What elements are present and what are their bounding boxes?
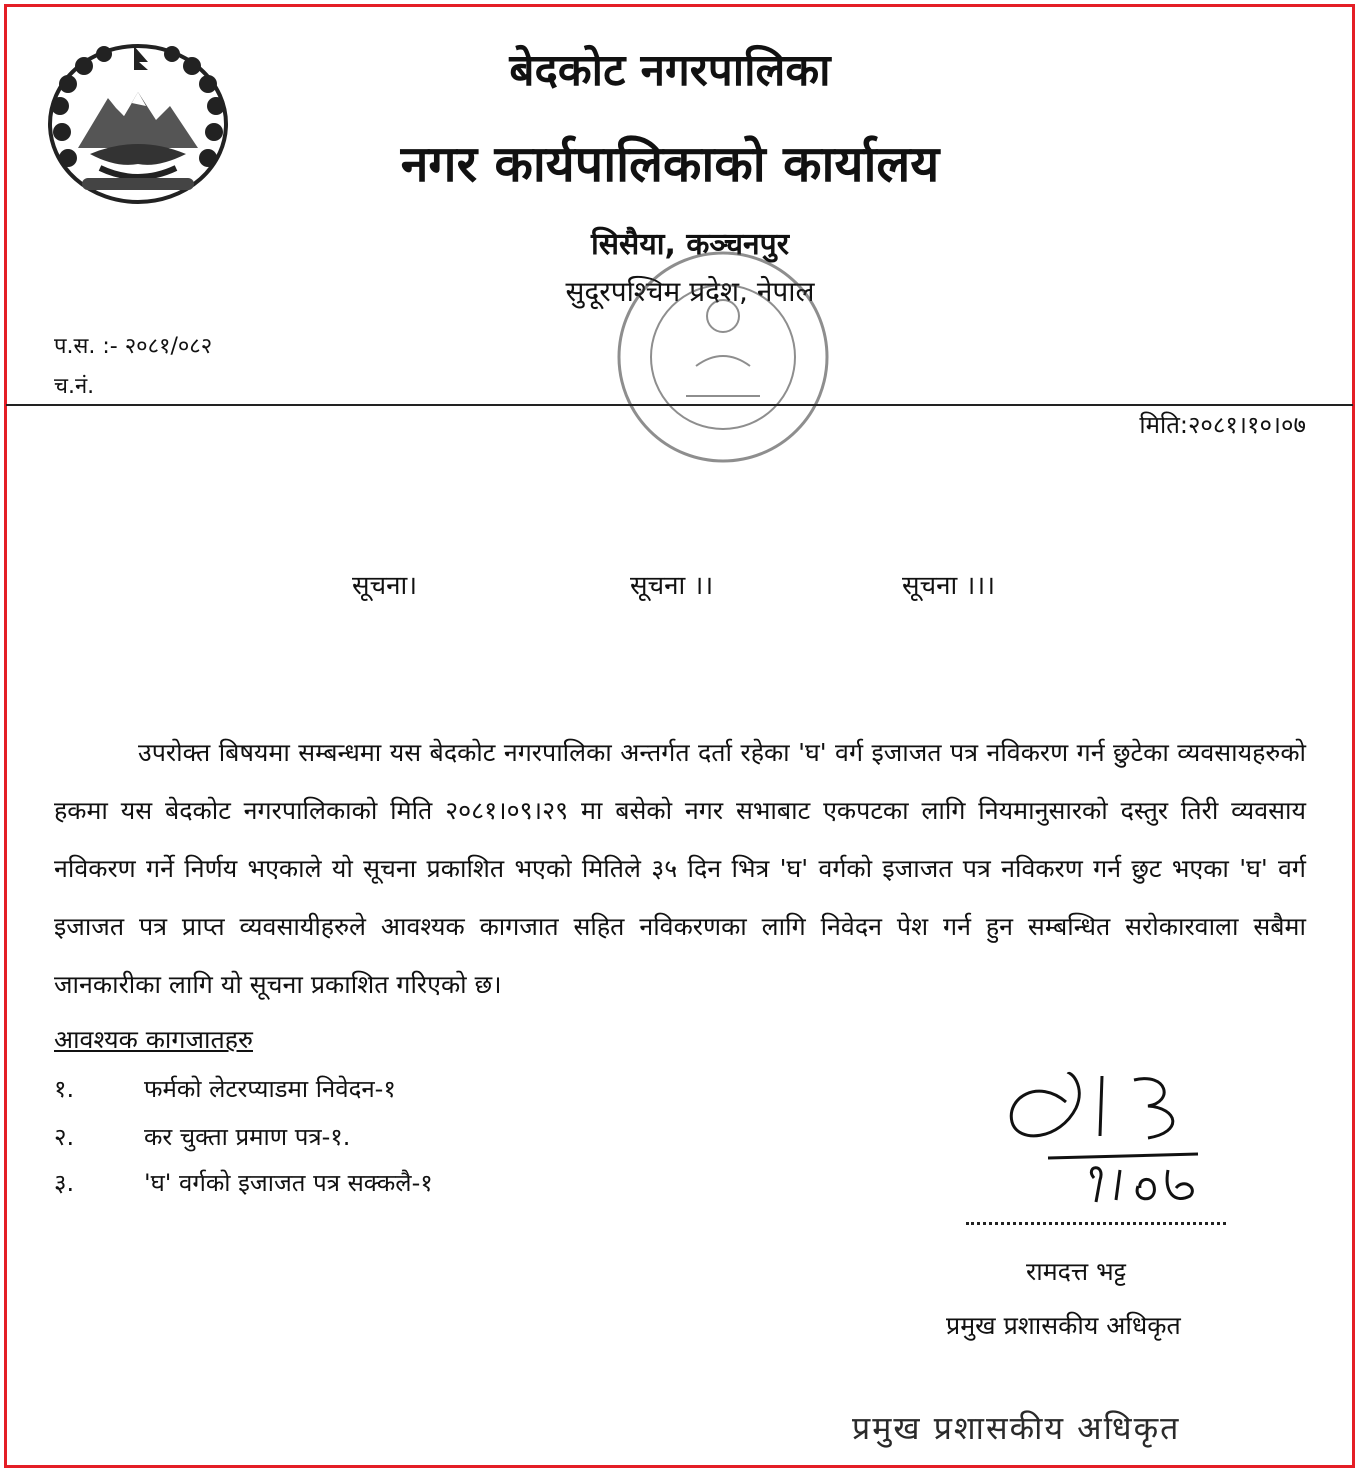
notice-heading-2: सूचना ।। [630,571,714,601]
requirement-number: ३. [54,1169,75,1197]
letter-number: प.स. :- २०८१/०८२ [54,334,213,359]
office-name: नगर कार्यपालिकाको कार्यालय [400,135,940,193]
requirement-number: २. [54,1123,75,1151]
signatory-title: प्रमुख प्रशासकीय अधिकृत [946,1311,1181,1340]
handwritten-signature [998,1058,1208,1218]
notice-heading-3: सूचना ।।। [902,571,996,601]
nepal-emblem-logo [38,36,238,206]
requirement-number: १. [54,1075,75,1103]
municipality-name: बेदकोट नगरपालिका [509,45,831,96]
requirement-item: फर्मको लेटरप्याडमा निवेदन-१ [144,1075,396,1103]
office-seal-stamp [612,246,834,468]
notice-body: उपरोक्त बिषयमा सम्बन्धमा यस बेदकोट नगरपालिका अन्तर्गत दर्ता रहेका 'घ' वर्ग इजाजत पत्र नविकरण गर्न छुटेका व्यवसायहरुको हकमा यस बेदकोट नगरपालिकाको मिति २०८१।०९।२९ मा बसेको नगर सभाबाट एकपटका लागि नियमानुसारको दस्तुर तिरी व्यवसाय नविकरण गर्ने निर्णय भएकाले यो सूचना प्रकाशित भएको मितिले ३५ दिन भित्र 'घ' वर्गको इजाजत पत्र नविकरण गर्न छुट भएका 'घ' वर्ग इजाजत पत्र प्राप्त व्यवसायीहरुले आवश्यक कागजात सहित नविकरणका लागि निवेदन पेश गर्न हुन सम्बन्धित सरोकारवाला सबैमा जानकारीका लागि यो सूचना प्रकाशित गरिएको छ। [54,738,1306,999]
dispatch-number: च.नं. [54,374,95,399]
office-location: सिसैया, कञ्चनपुर [590,227,789,262]
requirement-item: 'घ' वर्गको इजाजत पत्र सक्कलै-१ [144,1169,433,1197]
signature-line [966,1222,1226,1225]
office-province: सुदूरपश्चिम प्रदेश, नेपाल [565,275,815,308]
requirements-heading: आवश्यक कागजातहरु [54,1025,253,1054]
requirement-item: कर चुक्ता प्रमाण पत्र-१. [144,1123,351,1151]
header-divider [6,404,1353,406]
designation-stamp: प्रमुख प्रशासकीय अधिकृत [852,1409,1181,1447]
signatory-name: रामदत्त भट्ट [1026,1257,1126,1286]
notice-heading-1: सूचना। [352,571,418,601]
letter-date: मिति:२०८१।१०।०७ [1139,411,1306,439]
